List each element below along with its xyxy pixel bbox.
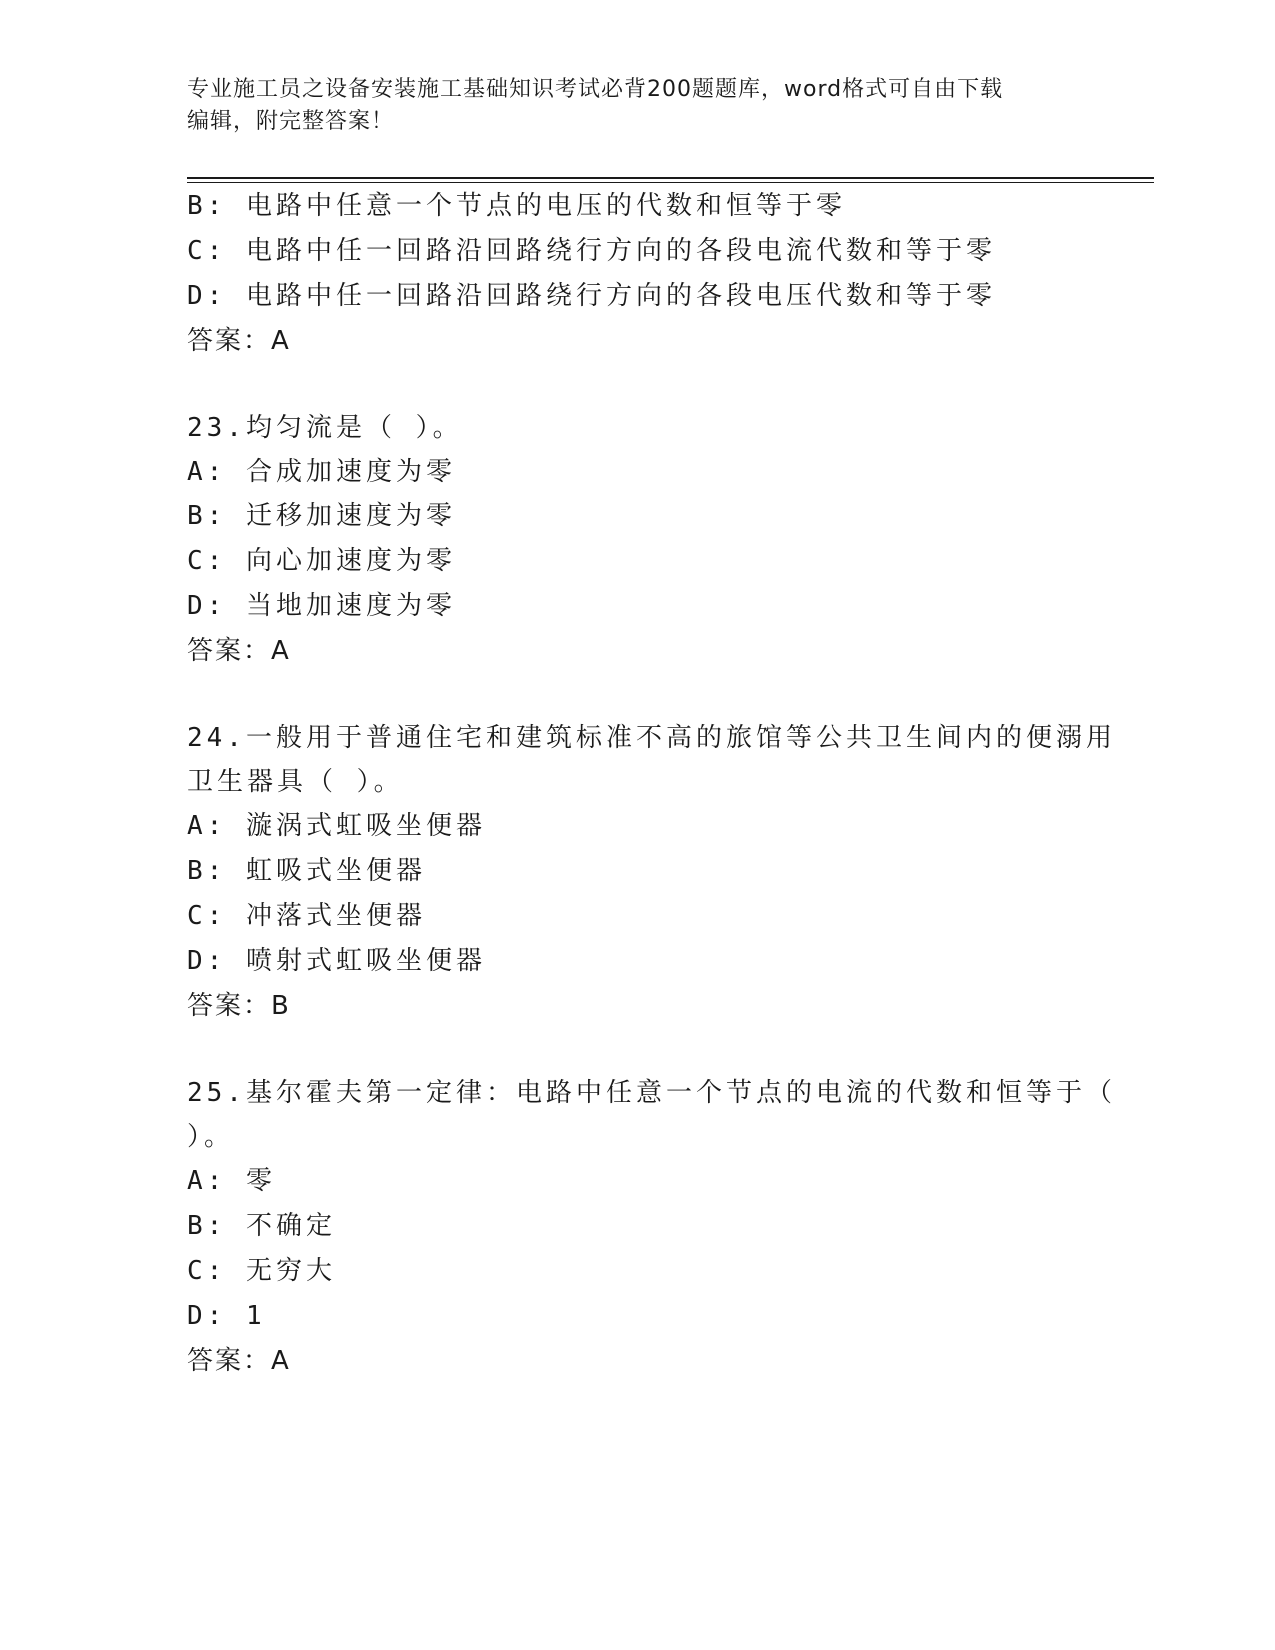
q22-option-b xyxy=(187,190,846,222)
q25-answer: 答案：A xyxy=(187,1346,291,1376)
option-text: 迁移加速度为零 xyxy=(245,501,456,531)
document-header xyxy=(187,74,1067,138)
q23-option-c xyxy=(187,545,456,577)
q25-option-a xyxy=(187,1165,276,1197)
q24-question-line-2: 卫生器具（ ）。 xyxy=(187,767,404,797)
option-text: 电路中任一回路沿回路绕行方向的各段电压代数和等于零 xyxy=(245,281,996,311)
option-label: C: xyxy=(187,236,227,266)
option-label: B: xyxy=(187,1211,227,1241)
header-divider-thin xyxy=(187,182,1154,183)
q22-answer: 答案：A xyxy=(187,326,291,356)
q24-option-c xyxy=(187,900,426,932)
option-label: B: xyxy=(187,191,227,221)
option-label: A: xyxy=(187,1166,227,1196)
option-text: 漩涡式虹吸坐便器 xyxy=(245,811,486,841)
q22-option-d xyxy=(187,280,996,312)
option-label: B: xyxy=(187,856,227,886)
q24-option-d xyxy=(187,945,486,977)
option-label: D: xyxy=(187,281,227,311)
option-label: A: xyxy=(187,457,227,487)
option-text: 1 xyxy=(245,1301,266,1331)
header-divider-thick xyxy=(187,177,1154,179)
q24-option-a xyxy=(187,810,486,842)
option-label: D: xyxy=(187,946,227,976)
header-title-line-2: 编辑，附完整答案！ xyxy=(187,109,395,134)
option-text: 虹吸式坐便器 xyxy=(245,856,426,886)
q25-question-line-1: 25.基尔霍夫第一定律：电路中任意一个节点的电流的代数和恒等于（ xyxy=(187,1078,1116,1108)
q23-option-a xyxy=(187,456,456,488)
option-text: 电路中任一回路沿回路绕行方向的各段电流代数和等于零 xyxy=(245,236,996,266)
option-label: C: xyxy=(187,901,227,931)
q24-question-line-1: 24.一般用于普通住宅和建筑标准不高的旅馆等公共卫生间内的便溺用 xyxy=(187,723,1116,753)
option-text: 无穷大 xyxy=(245,1256,336,1286)
q25-option-b xyxy=(187,1210,336,1242)
option-label: D: xyxy=(187,1301,227,1331)
option-text: 零 xyxy=(245,1166,276,1196)
option-label: C: xyxy=(187,1256,227,1286)
option-text: 电路中任意一个节点的电压的代数和恒等于零 xyxy=(245,191,846,221)
option-text: 冲落式坐便器 xyxy=(245,901,426,931)
option-label: A: xyxy=(187,811,227,841)
option-text: 不确定 xyxy=(245,1211,336,1241)
q25-question-line-2: ）。 xyxy=(187,1122,235,1152)
option-label: D: xyxy=(187,591,227,621)
q25-option-d xyxy=(187,1300,266,1332)
q23-option-d xyxy=(187,590,456,622)
q24-answer: 答案：B xyxy=(187,991,291,1021)
header-title-line-1: 专业施工员之设备安装施工基础知识考试必背200题题库，word格式可自由下载 xyxy=(187,77,1004,102)
q23-option-b xyxy=(187,500,456,532)
q23-question: 23.均匀流是（ ）。 xyxy=(187,413,463,443)
q24-option-b xyxy=(187,855,426,887)
option-label: B: xyxy=(187,501,227,531)
option-label: C: xyxy=(187,546,227,576)
option-text: 向心加速度为零 xyxy=(245,546,456,576)
q25-option-c xyxy=(187,1255,336,1287)
option-text: 当地加速度为零 xyxy=(245,591,456,621)
q22-option-c xyxy=(187,235,996,267)
q23-answer: 答案：A xyxy=(187,636,291,666)
option-text: 合成加速度为零 xyxy=(245,457,456,487)
option-text: 喷射式虹吸坐便器 xyxy=(245,946,486,976)
